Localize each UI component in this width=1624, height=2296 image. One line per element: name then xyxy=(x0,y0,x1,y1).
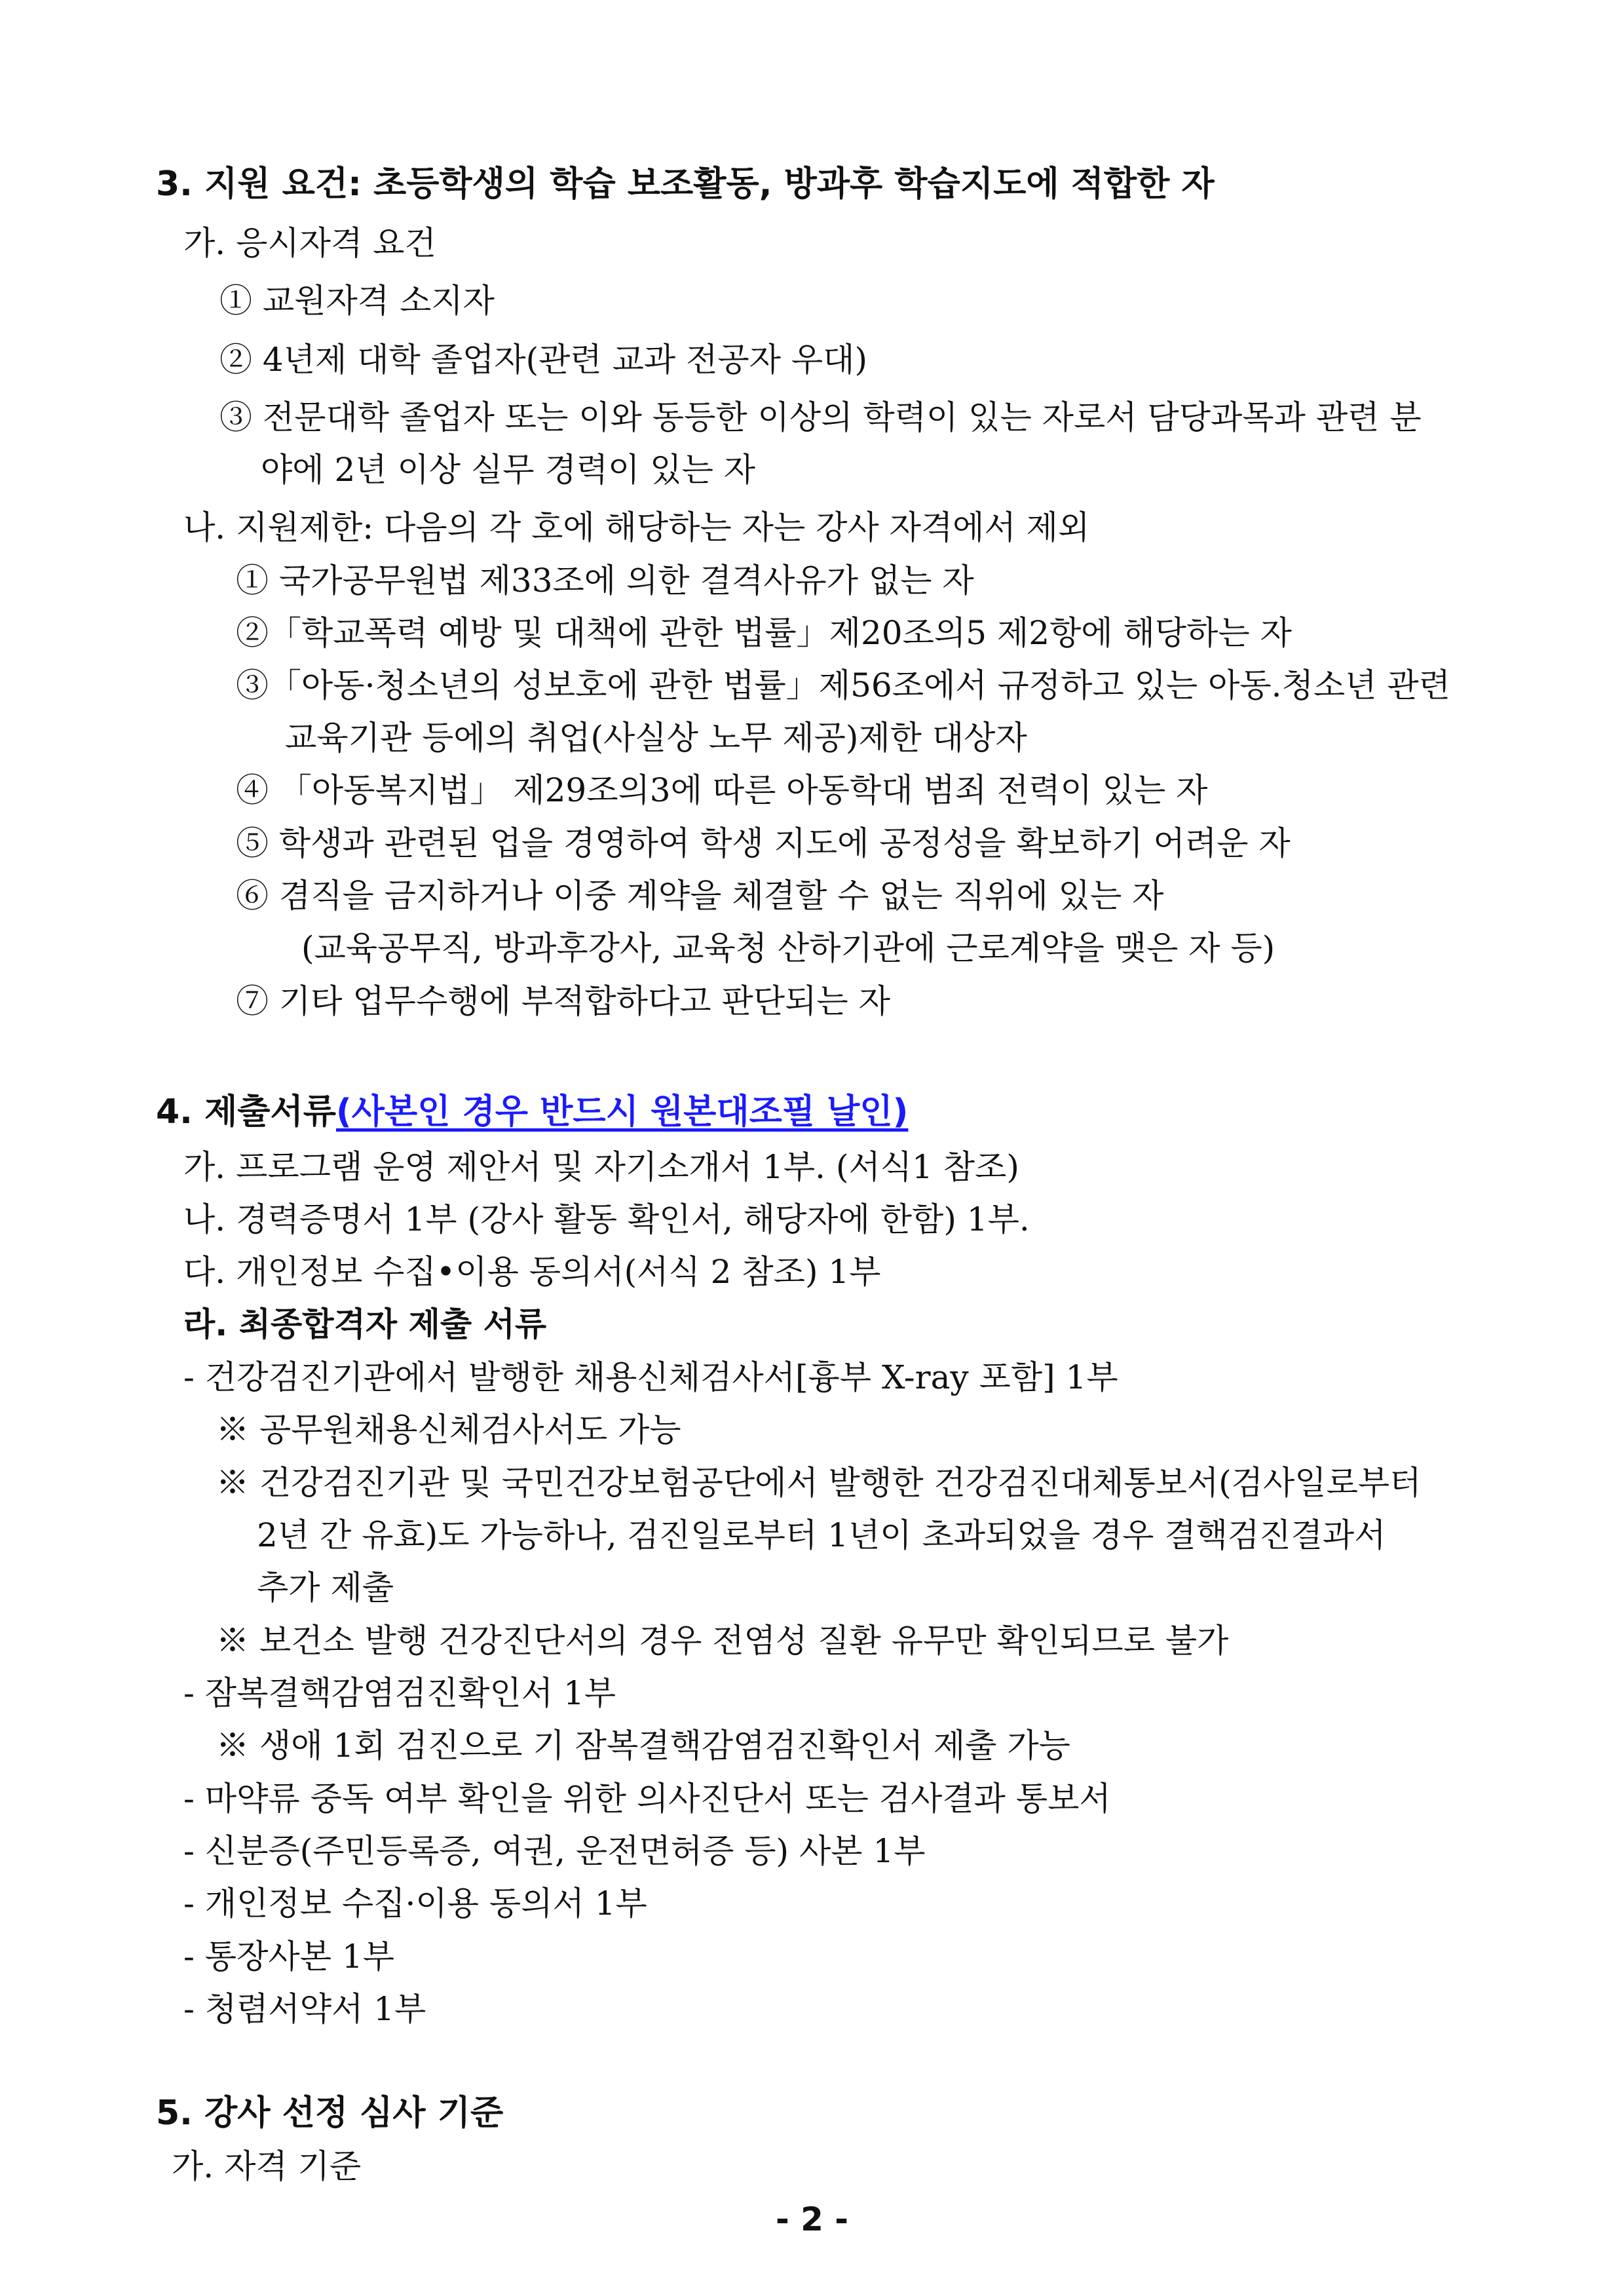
section-4-ra-item-1: - 건강검진기관에서 발행한 채용신체검사서[흉부 X-ray 포함] 1부 xyxy=(183,1358,1118,1396)
section-3-na-item-2: ②「학교폭력 예방 및 대책에 관한 법률」제20조의5 제2항에 해당하는 자 xyxy=(236,614,1292,652)
section-4-ra-item-2: - 잠복결핵감염검진확인서 1부 xyxy=(183,1674,616,1712)
section-3-ga: 가. 응시자격 요건 xyxy=(183,224,436,262)
section-3-ga-item-1: ① 교원자격 소지자 xyxy=(219,282,495,320)
section-4-ra: 라. 최종합격자 제출 서류 xyxy=(183,1305,547,1343)
section-4-ra-item-1-note-1: ※ 공무원채용신체검사서도 가능 xyxy=(216,1411,681,1449)
section-4-ra-item-7: - 청렴서약서 1부 xyxy=(183,1990,426,2028)
section-4-ga: 가. 프로그램 운영 제안서 및 자기소개서 1부. (서식1 참조) xyxy=(183,1148,1019,1186)
section-4-ra-item-1-note-2: ※ 건강검진기관 및 국민건강보험공단에서 발행한 건강검진대체통보서(검사일로부터 xyxy=(216,1464,1422,1502)
section-4-title xyxy=(156,1092,908,1132)
section-4-ra-item-6: - 통장사본 1부 xyxy=(183,1938,394,1976)
section-4-na: 나. 경력증명서 1부 (강사 활동 확인서, 해당자에 한함) 1부. xyxy=(183,1200,1030,1238)
section-3-na-item-3-cont: 교육기관 등에의 취업(사실상 노무 제공)제한 대상자 xyxy=(285,719,1027,757)
section-4-ra-item-4: - 신분증(주민등록증, 여권, 운전면허증 등) 사본 1부 xyxy=(183,1832,926,1870)
section-3-na-item-6: ⑥ 겸직을 금지하거나 이중 계약을 체결할 수 없는 직위에 있는 자 xyxy=(236,877,1164,915)
section-3-na-item-5: ⑤ 학생과 관련된 업을 경영하여 학생 지도에 공정성을 확보하기 어려운 자 xyxy=(236,824,1291,862)
section-3-na-item-1: ① 국가공무원법 제33조에 의한 결격사유가 없는 자 xyxy=(236,562,974,600)
section-4-title-note: (사본인 경우 반드시 원본대조필 날인) xyxy=(335,1092,909,1132)
page-number: - 2 - xyxy=(775,2200,849,2238)
section-3-na-item-7: ⑦ 기타 업무수행에 부적합하다고 판단되는 자 xyxy=(236,982,890,1020)
section-3-na-item-3: ③「아동·청소년의 성보호에 관한 법률」제56조에서 규정하고 있는 아동.청소년 관련 xyxy=(236,666,1450,704)
section-4-ra-item-3: - 마약류 중독 여부 확인을 위한 의사진단서 또는 검사결과 통보서 xyxy=(183,1780,1111,1818)
section-4-ra-item-5: - 개인정보 수집·이용 동의서 1부 xyxy=(183,1885,647,1923)
section-4-ra-item-1-note-2-cont-2: 추가 제출 xyxy=(257,1569,394,1607)
section-4-ra-item-1-note-3: ※ 보건소 발행 건강진단서의 경우 전염성 질환 유무만 확인되므로 불가 xyxy=(216,1622,1229,1660)
section-3-na-item-4: ④ 「아동복지법」 제29조의3에 따른 아동학대 범죄 전력이 있는 자 xyxy=(236,771,1208,809)
section-4-ra-item-2-note-1: ※ 생애 1회 검진으로 기 잠복결핵감염검진확인서 제출 가능 xyxy=(216,1727,1070,1765)
section-3-ga-item-3: ③ 전문대학 졸업자 또는 이와 동등한 이상의 학력이 있는 자로서 담당과목과 관련 분 xyxy=(219,398,1422,436)
section-3-ga-item-3-cont: 야에 2년 이상 실무 경력이 있는 자 xyxy=(261,451,756,489)
section-4-da: 다. 개인정보 수집•이용 동의서(서식 2 참조) 1부 xyxy=(183,1253,881,1291)
section-4-ra-item-1-note-2-cont-1: 2년 간 유효)도 가능하나, 검진일로부터 1년이 초과되었을 경우 결핵검진결과서 xyxy=(257,1516,1386,1554)
section-4-title-text: 4. 제출서류 xyxy=(156,1092,336,1132)
section-3-na: 나. 지원제한: 다음의 각 호에 해당하는 자는 강사 자격에서 제외 xyxy=(183,508,1090,546)
section-3-ga-item-2: ② 4년제 대학 졸업자(관련 교과 전공자 우대) xyxy=(219,341,867,379)
section-5-title: 5. 강사 선정 심사 기준 xyxy=(156,2094,504,2133)
section-3-title: 3. 지원 요건: 초등학생의 학습 보조활동, 방과후 학습지도에 적합한 자 xyxy=(156,164,1215,204)
section-5-ga: 가. 자격 기준 xyxy=(172,2147,362,2185)
section-3-na-item-6-cont: (교육공무직, 방과후강사, 교육청 산하기관에 근로계약을 맺은 자 등) xyxy=(301,929,1275,967)
